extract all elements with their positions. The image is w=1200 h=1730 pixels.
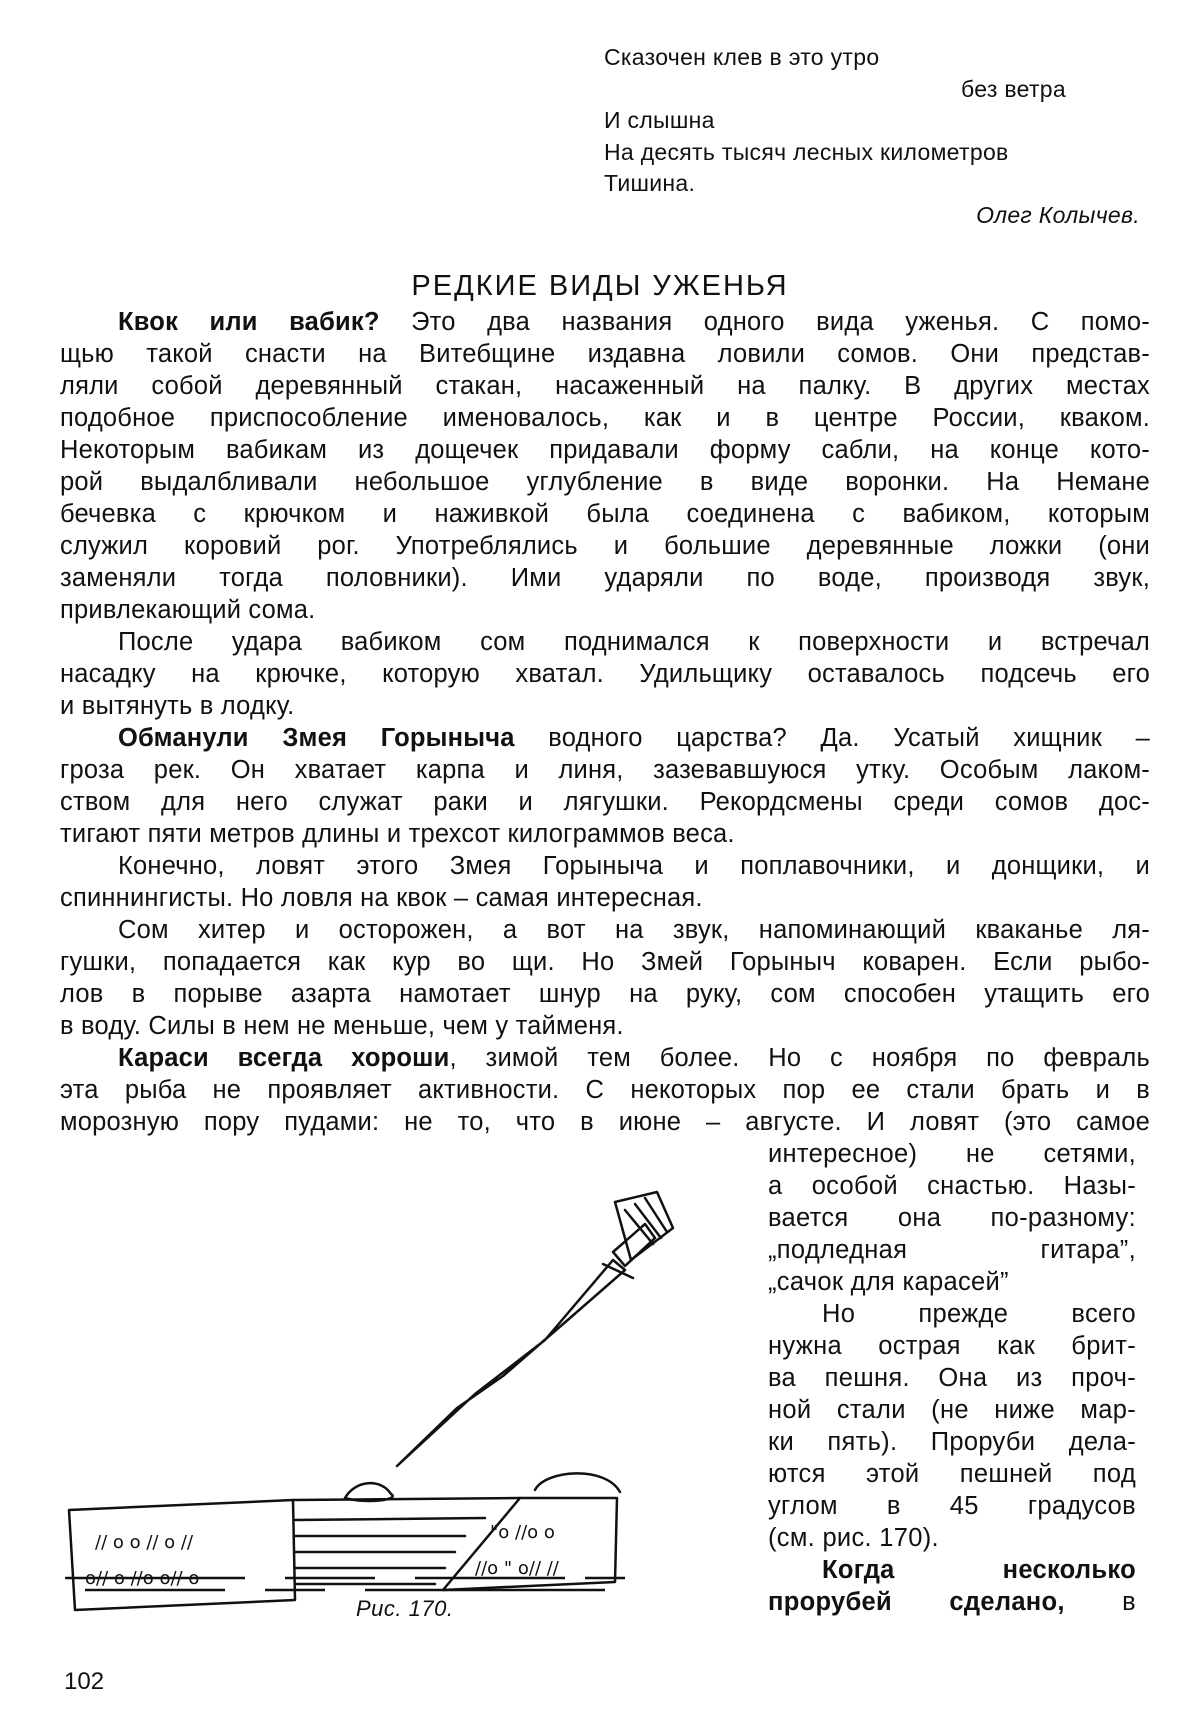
text-line: Караси всегда хороши, зимой тем более. Но с ноября по февраль <box>118 1044 1150 1072</box>
run-in-heading: прорубей сделано, <box>768 1588 1065 1616</box>
figure-caption: Рис. 170. <box>356 1596 454 1621</box>
text-line: морозную пору пудами: не то, что в июне – августе. И ловят (это самое <box>60 1108 1150 1136</box>
ice-pick-handle <box>603 1192 673 1278</box>
poem-line: Сказочен клев в это утро <box>604 44 880 70</box>
column-line: „сачок для карасей” <box>768 1268 1009 1296</box>
column-line: интересное) не сетями, <box>768 1140 1136 1168</box>
ice-pick-illustration <box>65 1180 705 1620</box>
column-line: прорубей сделано, в <box>768 1588 1136 1616</box>
text-line: заменяли тогда половники). Ими ударяли по воде, производя звук, <box>60 564 1150 592</box>
run-in-heading: Караси всегда хороши <box>118 1044 450 1072</box>
column-line: нужна острая как брит- <box>768 1332 1136 1360</box>
text-line: Конечно, ловят этого Змея Горыныча и поплавочники, и донщики, и <box>118 852 1150 880</box>
run-in-heading: Обманули Змея Горыныча <box>118 724 515 752</box>
poem-line: На десять тысяч лесных километров <box>604 138 1009 165</box>
column-line: „подледная гитара”, <box>768 1236 1136 1264</box>
text-line: в воду. Силы в нем не меньше, чем у тайменя. <box>60 1012 624 1040</box>
text-line: служил коровий рог. Употреблялись и большие деревянные ложки (они <box>60 532 1150 560</box>
column-line: ки пять). Проруби дела- <box>768 1428 1136 1456</box>
column-line <box>822 1554 1136 1586</box>
svg-text:"o //o o: "o //o o <box>490 1522 555 1543</box>
column-line: ной стали (не ниже мар- <box>768 1396 1136 1424</box>
text-line: щью такой снасти на Витебщине издавна ловили сомов. Они представ- <box>60 340 1150 368</box>
snow-mound <box>535 1473 620 1492</box>
text-line: и вытянуть в лодку. <box>60 692 295 720</box>
column-line: Но прежде всего <box>822 1300 1136 1328</box>
ice-pick-blade <box>397 1260 625 1466</box>
run-in-heading: Когда несколько <box>822 1556 1136 1584</box>
text-line: гроза рек. Он хватает карпа и линя, зазевавшуюся утку. Особым лаком- <box>60 756 1150 784</box>
poem-author: Олег Колычев. <box>976 201 1140 228</box>
svg-text://o " o// //: //o " o// // <box>475 1558 559 1579</box>
text-line: спиннингисты. Но ловля на квок – самая интересная. <box>60 884 703 912</box>
text-line: Обманули Змея Горыныча водного царства? Да. Усатый хищник – <box>118 724 1150 752</box>
page-number: 102 <box>64 1668 105 1695</box>
column-line: а особой снастью. Назы- <box>768 1172 1136 1200</box>
text-line: Сом хитер и осторожен, а вот на звук, напоминающий кваканье ля- <box>118 916 1150 944</box>
text-line: бечевка с крючком и наживкой была соединена с вабиком, которым <box>60 500 1150 528</box>
poem-line: Тишина. <box>604 170 696 196</box>
text-line: гушки, попадается как кур во щи. Но Змей Горыныч коварен. Если рыбо- <box>60 948 1150 976</box>
column-line: ва пешня. Она из проч- <box>768 1364 1136 1392</box>
text-line: После удара вабиком сом поднимался к поверхности и встречал <box>118 628 1150 656</box>
text-line: лов в порыве азарта намотает шнур на руку, сом способен утащить его <box>60 980 1150 1008</box>
text-line: Некоторым вабикам из дощечек придавали форму сабли, на конце кото- <box>60 436 1150 464</box>
column-line: ются этой пешней под <box>768 1460 1136 1488</box>
text-line: Квок или вабик? Это два названия одного вида уженья. С помо- <box>118 308 1150 336</box>
text-line: подобное приспособление именовалось, как и в центре России, кваком. <box>60 404 1150 432</box>
water-dashes <box>65 1574 625 1594</box>
text-line: эта рыба не проявляет активности. С некоторых пор ее стали брать и в <box>60 1076 1150 1104</box>
svg-text:o// o //o o// o: o// o //o o// o <box>85 1568 200 1589</box>
text-line: привлекающий сома. <box>60 596 316 624</box>
column-line: углом в 45 градусов <box>768 1492 1136 1520</box>
run-in-heading: Квок или вабик? <box>118 308 380 336</box>
text-line: рой выдалбливали небольшое углубление в виде воронки. На Немане <box>60 468 1150 496</box>
text-line: ством для него служат раки и лягушки. Рекордсмены среди сомов дос- <box>60 788 1150 816</box>
text-line: ляли собой деревянный стакан, насаженный на палку. В других местах <box>60 372 1150 400</box>
column-line: (см. рис. 170). <box>768 1524 939 1552</box>
column-line: вается она по-разному: <box>768 1204 1136 1232</box>
poem-line: без ветра <box>961 75 1066 102</box>
text-line: насадку на крючке, которую хватал. Удильщику оставалось подсечь его <box>60 660 1150 688</box>
epigraph-poem <box>604 42 1144 231</box>
section-title: РЕДКИЕ ВИДЫ УЖЕНЬЯ <box>411 270 789 302</box>
text-line: тигают пяти метров длины и трехсот килограммов веса. <box>60 820 735 848</box>
svg-text:// o o // o //: // o o // o // <box>95 1532 194 1553</box>
poem-line: И слышна <box>604 107 715 133</box>
